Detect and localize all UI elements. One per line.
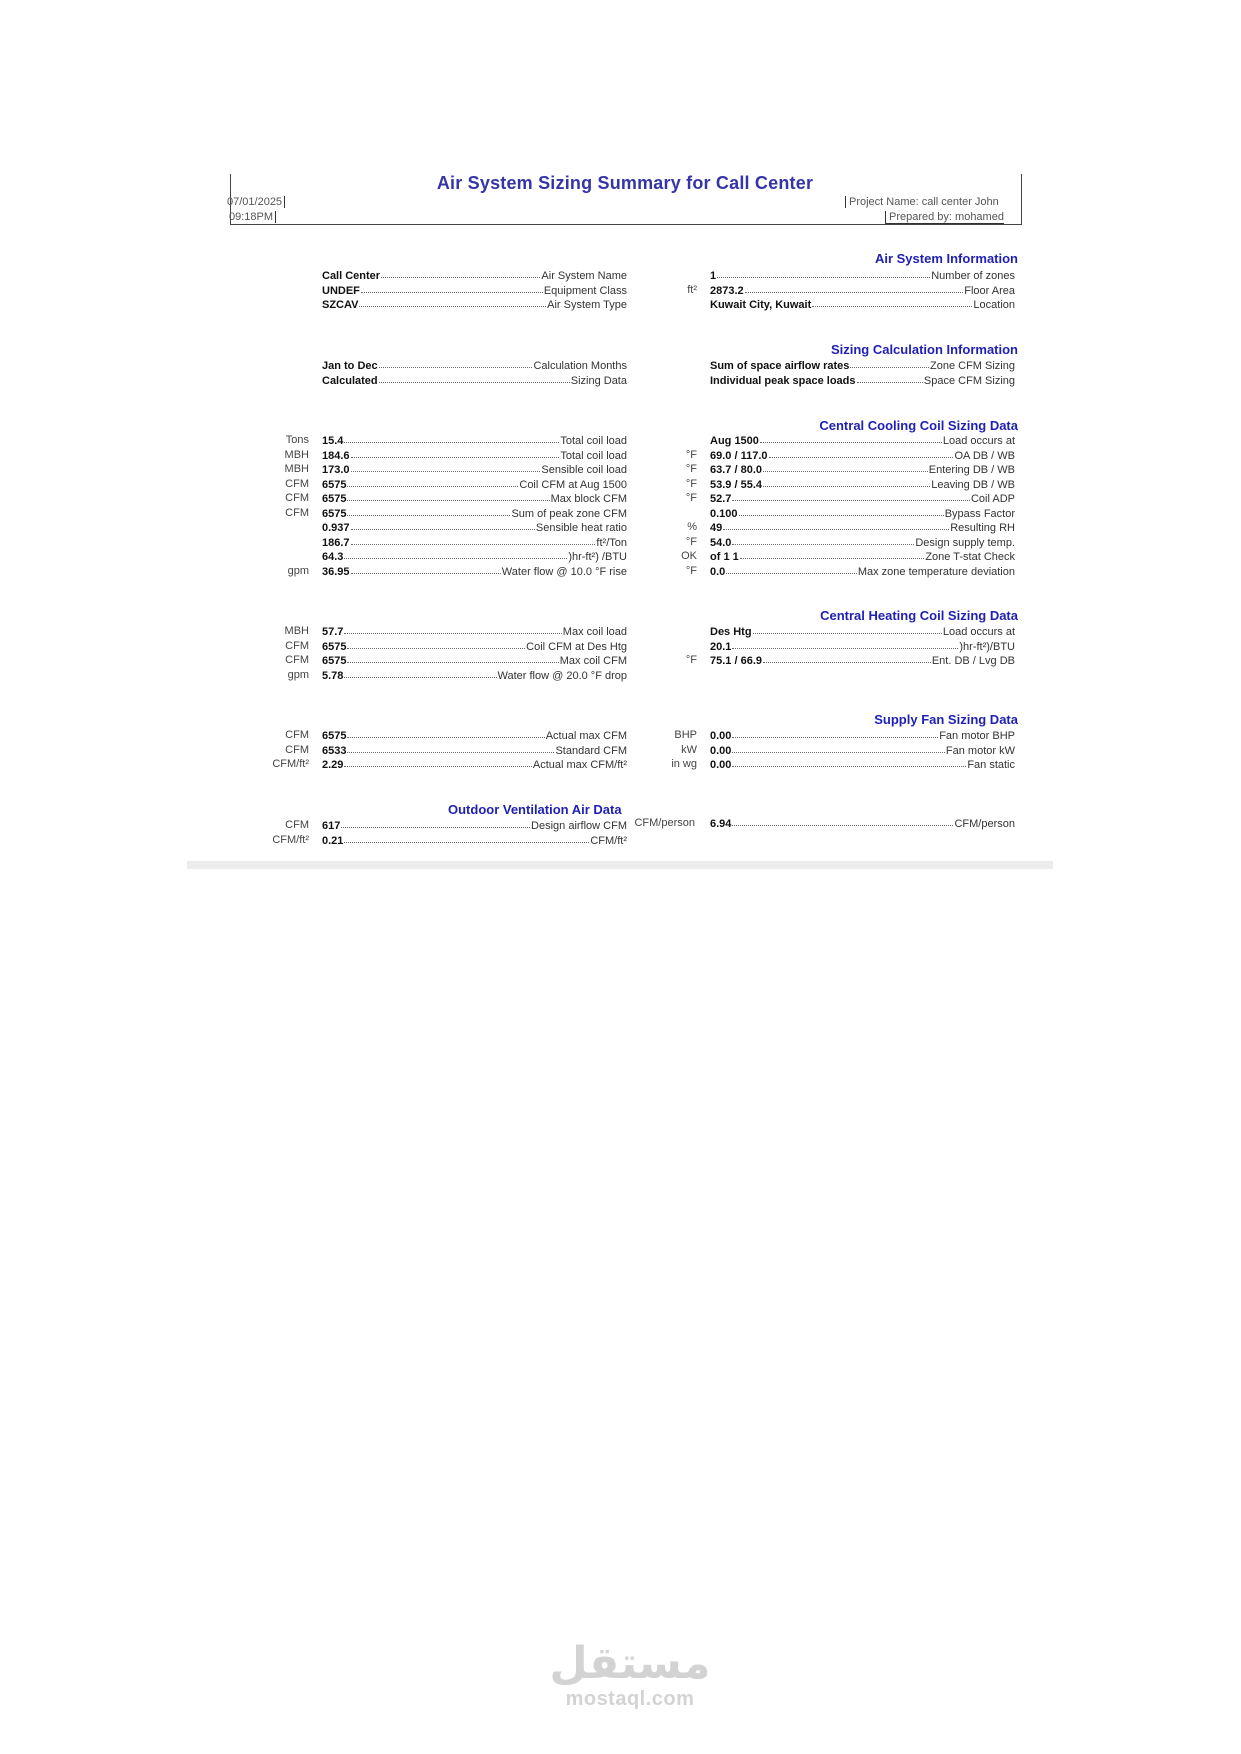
field-label: Max coil load: [562, 626, 627, 638]
ventilation-left-row: [322, 819, 627, 832]
field-label: Entering DB / WB: [928, 464, 1015, 476]
page-title: Air System Sizing Summary for Call Center: [436, 173, 814, 193]
field-value: 63.7 / 80.0: [710, 464, 762, 476]
cooling-right-row: [710, 463, 1015, 476]
field-label: Fan motor BHP: [939, 730, 1015, 742]
field-label: Water flow @ 20.0 °F drop: [497, 669, 627, 682]
cooling-left-row: [322, 521, 627, 534]
section-fan: Supply Fan Sizing Data: [874, 712, 1018, 727]
cooling-right-row: [710, 478, 1015, 491]
cooling-left-unit: Tons: [285, 434, 309, 446]
leader-dots: [344, 624, 561, 634]
leader-dots: [763, 477, 930, 487]
field-value: 6575: [322, 730, 347, 742]
field-label: Leaving DB / WB: [931, 478, 1015, 491]
field-value: 15.4: [322, 435, 344, 447]
field-value: Sum of space airflow rates: [710, 360, 850, 372]
field-label: Sensible coil load: [541, 464, 627, 476]
leader-dots: [857, 373, 923, 383]
leader-dots: [850, 358, 929, 368]
heating-left-unit: gpm: [287, 668, 309, 681]
heating-left-unit: MBH: [284, 625, 309, 637]
field-value: 2873.2: [710, 284, 744, 297]
field-value: 1: [710, 270, 717, 282]
field-label: Coil CFM at Des Htg: [526, 640, 627, 653]
field-value: 6575: [322, 507, 347, 520]
leader-dots: [726, 564, 857, 574]
leader-dots: [347, 743, 554, 753]
cooling-left-unit: CFM: [285, 506, 309, 519]
cooling-right-unit: °F: [685, 448, 697, 461]
field-label: Actual max CFM/ft²: [532, 759, 627, 771]
heating-right-unit: °F: [685, 654, 697, 666]
cooling-left-row: [322, 463, 627, 476]
cooling-left-unit: CFM: [285, 492, 309, 504]
heating-left-unit: CFM: [285, 654, 309, 666]
leader-dots: [341, 818, 530, 828]
fan-right-unit: BHP: [674, 729, 697, 741]
cooling-right-row: [710, 565, 1015, 578]
field-label: Coil CFM at Aug 1500: [519, 478, 627, 491]
air-system-right-row: [710, 284, 1015, 297]
cooling-right-row: [710, 507, 1015, 520]
leader-dots: [732, 816, 953, 826]
field-label: Fan motor kW: [945, 744, 1015, 757]
cooling-right-unit: °F: [685, 463, 697, 475]
field-label: Sensible heat ratio: [535, 522, 627, 534]
sizing-calc-left-row: [322, 374, 627, 387]
field-value: Aug 1500: [710, 435, 759, 447]
cooling-right-row: [710, 449, 1015, 462]
field-value: 6533: [322, 744, 347, 757]
leader-dots: [763, 653, 931, 663]
ventilation-left-unit: CFM/ft²: [272, 833, 309, 846]
field-value: 0.00: [710, 744, 732, 757]
field-value: 5.78: [322, 669, 344, 682]
cooling-left-unit: MBH: [284, 463, 309, 475]
report-date: 07/01/2025: [227, 196, 285, 208]
field-label: Floor Area: [964, 284, 1015, 297]
field-value: 186.7: [322, 536, 350, 549]
fan-left-row: [322, 729, 627, 742]
field-value: UNDEF: [322, 284, 360, 297]
cooling-left-unit: MBH: [284, 448, 309, 461]
field-label: Fan static: [967, 759, 1015, 771]
report-time: 09:18PM: [229, 211, 276, 223]
leader-dots: [753, 624, 942, 634]
field-value: 53.9 / 55.4: [710, 478, 762, 491]
cooling-left-row: [322, 565, 627, 578]
field-value: 6575: [322, 478, 347, 491]
section-ventilation: Outdoor Ventilation Air Data: [448, 802, 622, 817]
leader-dots: [347, 506, 510, 516]
air-system-right-unit: ft²: [687, 283, 697, 296]
field-label: Bypass Factor: [944, 507, 1015, 520]
air-system-left-row: [322, 284, 627, 297]
leader-dots: [344, 549, 567, 559]
ventilation-right-row: [710, 817, 1015, 830]
field-label: Water flow @ 10.0 °F rise: [501, 565, 627, 578]
cooling-left-row: [322, 449, 627, 462]
field-value: 20.1: [710, 640, 732, 653]
section-cooling: Central Cooling Coil Sizing Data: [819, 418, 1018, 433]
field-label: ft²/Ton: [596, 536, 627, 549]
sizing-calc-left-row: [322, 359, 627, 372]
leader-dots: [351, 520, 535, 530]
cooling-right-unit: °F: [685, 564, 697, 577]
air-system-right-row: [710, 269, 1015, 282]
leader-dots: [381, 268, 540, 278]
field-label: Total coil load: [560, 435, 627, 447]
ventilation-left-row: [322, 834, 627, 847]
field-value: 75.1 / 66.9: [710, 655, 762, 667]
field-value: 2.29: [322, 759, 344, 771]
leader-dots: [344, 833, 589, 843]
field-value: 54.0: [710, 536, 732, 549]
fan-left-unit: CFM: [285, 729, 309, 741]
field-label: Actual max CFM: [545, 730, 627, 742]
field-label: Equipment Class: [543, 284, 627, 297]
air-system-right-row: [710, 298, 1015, 311]
leader-dots: [379, 358, 533, 368]
fan-right-row: [710, 744, 1015, 757]
cooling-right-row: [710, 550, 1015, 563]
field-value: 0.00: [710, 730, 732, 742]
leader-dots: [347, 477, 518, 487]
fan-left-row: [322, 758, 627, 771]
field-value: Calculated: [322, 374, 378, 387]
field-label: Design supply temp.: [915, 536, 1015, 549]
field-label: Space CFM Sizing: [923, 374, 1015, 387]
fan-right-unit: kW: [681, 743, 697, 756]
field-value: 0.21: [322, 834, 344, 847]
field-value: 49: [710, 522, 723, 534]
cooling-right-row: [710, 521, 1015, 534]
watermark-latin: mostaql.com: [565, 1688, 695, 1710]
heating-left-row: [322, 654, 627, 667]
leader-dots: [361, 283, 543, 293]
field-label: Load occurs at: [942, 435, 1015, 447]
leader-dots: [732, 743, 945, 753]
field-label: Air System Name: [541, 270, 627, 282]
field-value: 52.7: [710, 493, 732, 505]
cooling-left-row: [322, 536, 627, 549]
field-label: Air System Type: [547, 299, 627, 311]
leader-dots: [732, 639, 958, 649]
leader-dots: [740, 549, 925, 559]
cooling-right-unit: °F: [685, 535, 697, 548]
leader-dots: [745, 283, 964, 293]
fan-right-row: [710, 758, 1015, 771]
leader-dots: [760, 433, 942, 443]
watermark-arabic: مستقل: [549, 1638, 711, 1689]
prepared-by: Prepared by: mohamed: [885, 211, 1004, 224]
leader-dots: [723, 520, 949, 530]
leader-dots: [812, 297, 972, 307]
field-label: CFM/person: [954, 818, 1015, 830]
field-value: 0.100: [710, 507, 738, 520]
leader-dots: [732, 491, 970, 501]
field-label: Zone CFM Sizing: [930, 360, 1015, 372]
leader-dots: [344, 757, 531, 767]
leader-dots: [347, 653, 558, 663]
field-label: Sum of peak zone CFM: [511, 507, 627, 520]
field-label: Load occurs at: [942, 626, 1015, 638]
fan-right-unit: in wg: [671, 758, 697, 770]
fan-right-row: [710, 729, 1015, 742]
field-label: Max block CFM: [550, 493, 627, 505]
heating-left-unit: CFM: [285, 639, 309, 652]
leader-dots: [347, 491, 549, 501]
heating-right-row: [710, 640, 1015, 653]
section-air-system: Air System Information: [874, 251, 1018, 266]
cooling-left-unit: gpm: [287, 564, 309, 577]
cooling-right-row: [710, 536, 1015, 549]
field-value: 0.937: [322, 522, 350, 534]
field-label: Max zone temperature deviation: [857, 565, 1015, 578]
leader-dots: [732, 728, 938, 738]
cooling-left-row: [322, 507, 627, 520]
field-label: Ent. DB / Lvg DB: [931, 655, 1015, 667]
cooling-right-unit: °F: [685, 492, 697, 504]
cooling-left-row: [322, 478, 627, 491]
ventilation-left-unit: CFM: [285, 819, 309, 831]
air-system-left-row: [322, 269, 627, 282]
leader-dots: [347, 728, 544, 738]
field-label: Location: [973, 299, 1015, 311]
leader-dots: [379, 373, 570, 383]
field-value: 184.6: [322, 449, 350, 462]
field-value: SZCAV: [322, 299, 359, 311]
heating-left-row: [322, 640, 627, 653]
leader-dots: [344, 433, 559, 443]
leader-dots: [769, 448, 954, 458]
field-value: 173.0: [322, 464, 350, 476]
field-value: 57.7: [322, 626, 344, 638]
leader-dots: [359, 297, 546, 307]
sizing-calc-right-row: [710, 359, 1015, 372]
cooling-right-unit: %: [687, 521, 697, 533]
leader-dots: [351, 564, 501, 574]
heating-right-row: [710, 654, 1015, 667]
cooling-left-row: [322, 550, 627, 563]
field-value: 0.00: [710, 759, 732, 771]
leader-dots: [732, 757, 966, 767]
fan-left-unit: CFM/ft²: [272, 758, 309, 770]
field-value: Des Htg: [710, 626, 752, 638]
watermark-logo: [530, 1640, 730, 1711]
leader-dots: [717, 268, 930, 278]
field-value: 0.0: [710, 565, 726, 578]
field-value: Call Center: [322, 270, 381, 282]
field-label: Resulting RH: [950, 522, 1015, 534]
field-value: of 1 1: [710, 551, 739, 563]
air-system-left-row: [322, 298, 627, 311]
field-label: OA DB / WB: [954, 449, 1015, 462]
page-bottom-bar: [187, 861, 1053, 869]
cooling-right-row: [710, 434, 1015, 447]
project-name: Project Name: call center John: [845, 196, 999, 208]
field-value: 617: [322, 820, 341, 832]
field-label: CFM/ft²: [590, 834, 627, 847]
leader-dots: [344, 668, 496, 678]
cooling-left-unit: CFM: [285, 477, 309, 490]
section-heating: Central Heating Coil Sizing Data: [820, 608, 1018, 623]
field-value: 6.94: [710, 818, 732, 830]
cooling-left-row: [322, 492, 627, 505]
ventilation-right-unit: CFM/person: [634, 817, 695, 829]
heating-left-row: [322, 669, 627, 682]
field-label: Zone T-stat Check: [925, 551, 1015, 563]
leader-dots: [351, 535, 596, 545]
field-label: Total coil load: [560, 449, 627, 462]
cooling-right-unit: °F: [685, 477, 697, 490]
field-value: Jan to Dec: [322, 360, 378, 372]
cooling-right-unit: OK: [681, 550, 697, 562]
field-label: Sizing Data: [570, 374, 627, 387]
section-sizing-calc: Sizing Calculation Information: [830, 342, 1018, 357]
field-value: 64.3: [322, 551, 344, 563]
leader-dots: [739, 506, 944, 516]
field-label: Coil ADP: [970, 493, 1015, 505]
field-value: 6575: [322, 640, 347, 653]
leader-dots: [763, 462, 928, 472]
field-value: 69.0 / 117.0: [710, 449, 768, 462]
field-value: 6575: [322, 655, 347, 667]
fan-left-unit: CFM: [285, 743, 309, 756]
fan-left-row: [322, 744, 627, 757]
field-label: Number of zones: [931, 270, 1015, 282]
heating-left-row: [322, 625, 627, 638]
leader-dots: [351, 462, 541, 472]
cooling-left-row: [322, 434, 627, 447]
field-label: Max coil CFM: [559, 655, 627, 667]
leader-dots: [351, 448, 560, 458]
leader-dots: [347, 639, 525, 649]
leader-dots: [732, 535, 914, 545]
field-label: )hr-ft²) /BTU: [568, 551, 627, 563]
heating-right-row: [710, 625, 1015, 638]
field-label: Standard CFM: [555, 744, 627, 757]
field-value: 36.95: [322, 565, 350, 578]
cooling-right-row: [710, 492, 1015, 505]
field-label: Design airflow CFM: [531, 820, 627, 832]
field-value: Kuwait City, Kuwait: [710, 299, 812, 311]
field-label: Calculation Months: [533, 360, 627, 372]
field-label: )hr-ft²)/BTU: [959, 640, 1015, 653]
sizing-calc-right-row: [710, 374, 1015, 387]
field-value: 6575: [322, 493, 347, 505]
field-value: Individual peak space loads: [710, 374, 856, 387]
